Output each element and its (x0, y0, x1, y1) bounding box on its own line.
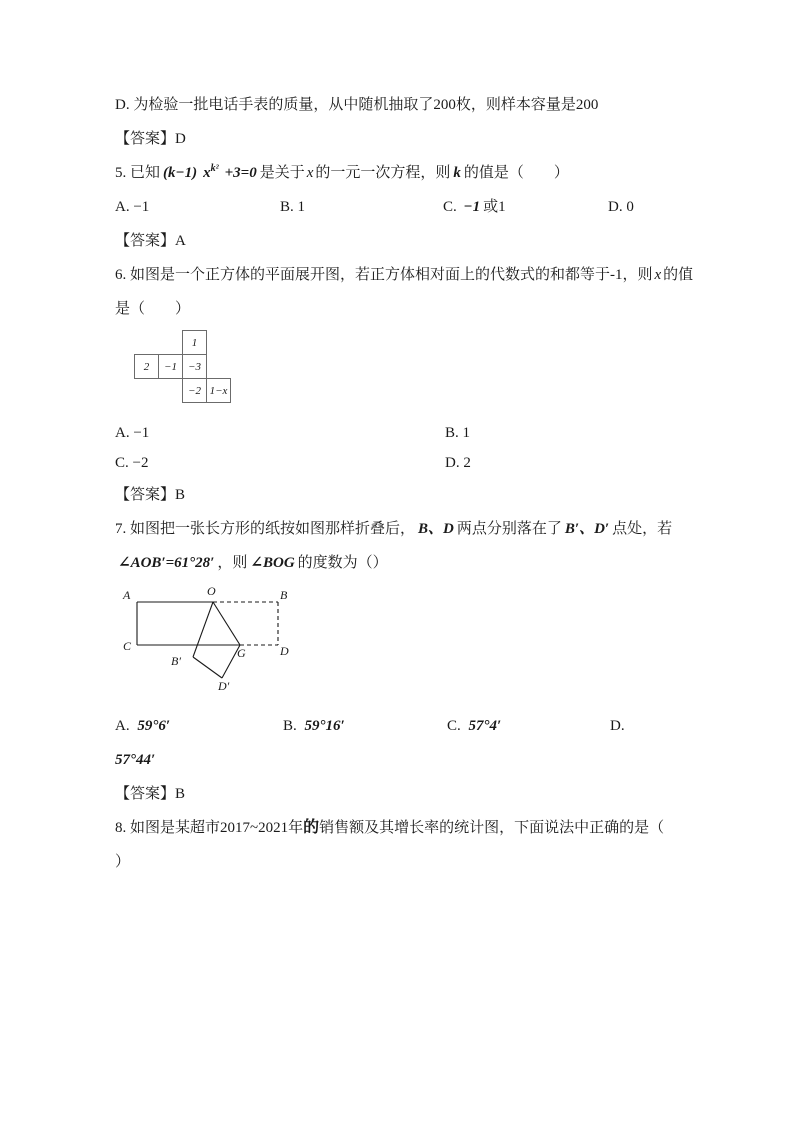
q6-option-d: D. 2 (445, 455, 471, 471)
q8-stem-de: 的 (303, 819, 320, 836)
cube-cell-minus2: −2 (182, 378, 207, 403)
q5-option-c-rest: 或1 (483, 199, 506, 215)
q8-stem-1: 8. 如图是某超市2017~2021年 (115, 820, 304, 836)
fold-label-a: A (123, 588, 131, 602)
q7-option-b-label: B. (283, 718, 301, 734)
q8-stem-2: 销售额及其增长率的统计图，下面说法中正确的是（ (319, 820, 665, 836)
fold-solid-lines (137, 602, 240, 678)
q7-angle-bog: ∠BOG (250, 555, 295, 571)
q5-option-c (443, 190, 608, 224)
q7-points-bd: B、D (418, 521, 454, 537)
q5-options-row (115, 190, 682, 224)
q5-stem-mid1: 是关于 (259, 165, 305, 181)
q7-answer: 【答案】B (115, 786, 186, 802)
q5-option-c-label: C. (443, 199, 461, 215)
q7-stem-line2 (115, 546, 682, 580)
q7-angle-aob: ∠AOB′=61°28′ (118, 555, 215, 571)
fold-label-b: B (280, 588, 288, 602)
fold-label-c: C (123, 639, 132, 653)
q5-stem (115, 156, 682, 190)
q6-stem-post: 的值 (663, 267, 694, 283)
cube-cell-minus3: −3 (182, 354, 207, 379)
q5-option-a: A. −1 (115, 199, 150, 215)
q6-option-a: A. −1 (115, 425, 150, 441)
q7-option-a-label: A. (115, 718, 134, 734)
q5-answer: 【答案】A (115, 233, 186, 249)
q6-answer: 【答案】B (115, 487, 186, 503)
q7-option-b (283, 709, 447, 743)
q6-options-row-2 (115, 448, 682, 478)
q6-stem-line1 (115, 258, 694, 292)
q6-stem-pre: 6. 如图是一个正方体的平面展开图，若正方体相对面上的代数式的和都等于-1，则 (115, 267, 653, 283)
q7-stem-3: 点处，若 (612, 521, 673, 537)
q7-points-bpdp: B′、D′ (564, 521, 610, 537)
q6-option-b: B. 1 (445, 425, 471, 441)
fold-label-g: G (237, 646, 246, 660)
q4-answer: 【答案】D (115, 131, 186, 147)
fold-label-d: D (280, 644, 289, 658)
folding-diagram (115, 582, 305, 697)
q5-formula-paren: (k−1) (163, 165, 198, 181)
fold-label-bprime: B′ (171, 654, 181, 668)
q5-stem-k: k (453, 165, 461, 181)
fold-line-og (213, 602, 240, 645)
fold-line-bprime-dprime (193, 657, 222, 678)
q8-stem-line1 (115, 811, 682, 845)
q6-stem-x: x (654, 267, 662, 283)
q6-option-c: C. −2 (115, 455, 149, 471)
q7-option-c (447, 709, 610, 743)
q7-option-d-label: D. (610, 718, 625, 734)
fold-label-o: O (207, 584, 216, 598)
cube-cell-1: 1 (182, 330, 207, 355)
q7-option-d-value-line (115, 743, 682, 777)
q5-stem-suffix: 的值是（ ） (463, 165, 569, 181)
q5-stem-x: x (306, 165, 314, 181)
q4-option-d: D. 为检验一批电话手表的质量，从中随机抽取了200枚，则样本容量是200 (115, 97, 599, 113)
fold-label-dprime: D′ (218, 679, 230, 693)
q7-option-a-value: 59°6′ (137, 718, 171, 734)
q5-option-c-math: −1 (463, 199, 481, 215)
q7-stem-4: ，则 (217, 555, 248, 571)
q7-option-b-value: 59°16′ (304, 718, 345, 734)
fold-dashed-lines (213, 602, 278, 645)
folding-diagram-wrap (115, 582, 682, 697)
q7-option-c-label: C. (447, 718, 465, 734)
q5-stem-prefix: 5. 已知 (115, 165, 161, 181)
q6-stem-line2: 是（ ） (115, 301, 191, 317)
fold-labels (122, 584, 289, 693)
q7-stem-5: 的度数为（） (297, 555, 388, 571)
q5-formula-x: x (203, 165, 211, 181)
q5-option-d: D. 0 (608, 199, 634, 215)
q7-option-d-value: 57°44′ (115, 752, 156, 768)
document-content (115, 88, 694, 879)
q6-options-row-1 (115, 418, 682, 448)
q7-stem-line1 (115, 512, 682, 546)
cube-net-diagram (134, 330, 246, 408)
cube-cell-one-minus-x: 1−x (206, 378, 231, 403)
q7-option-d-label-cell (610, 709, 625, 743)
q5-formula-exponent: k² (210, 163, 219, 174)
q7-options-row (115, 709, 682, 743)
q8-stem-line2: ） (115, 854, 131, 870)
q7-option-a (115, 709, 283, 743)
q5-stem-mid2: 的一元一次方程，则 (315, 165, 451, 181)
q5-formula-base (200, 165, 222, 181)
cube-cell-2: 2 (134, 354, 159, 379)
q7-option-c-value: 57°4′ (468, 718, 502, 734)
q7-stem-1: 7. 如图把一张长方形的纸按如图那样折叠后， (115, 521, 416, 537)
q5-formula-tail: +3=0 (224, 165, 257, 181)
cube-cell-minus1: −1 (158, 354, 183, 379)
fold-line-obprime (193, 602, 213, 657)
q5-option-b: B. 1 (280, 199, 306, 215)
q7-stem-2: 两点分别落在了 (456, 521, 562, 537)
